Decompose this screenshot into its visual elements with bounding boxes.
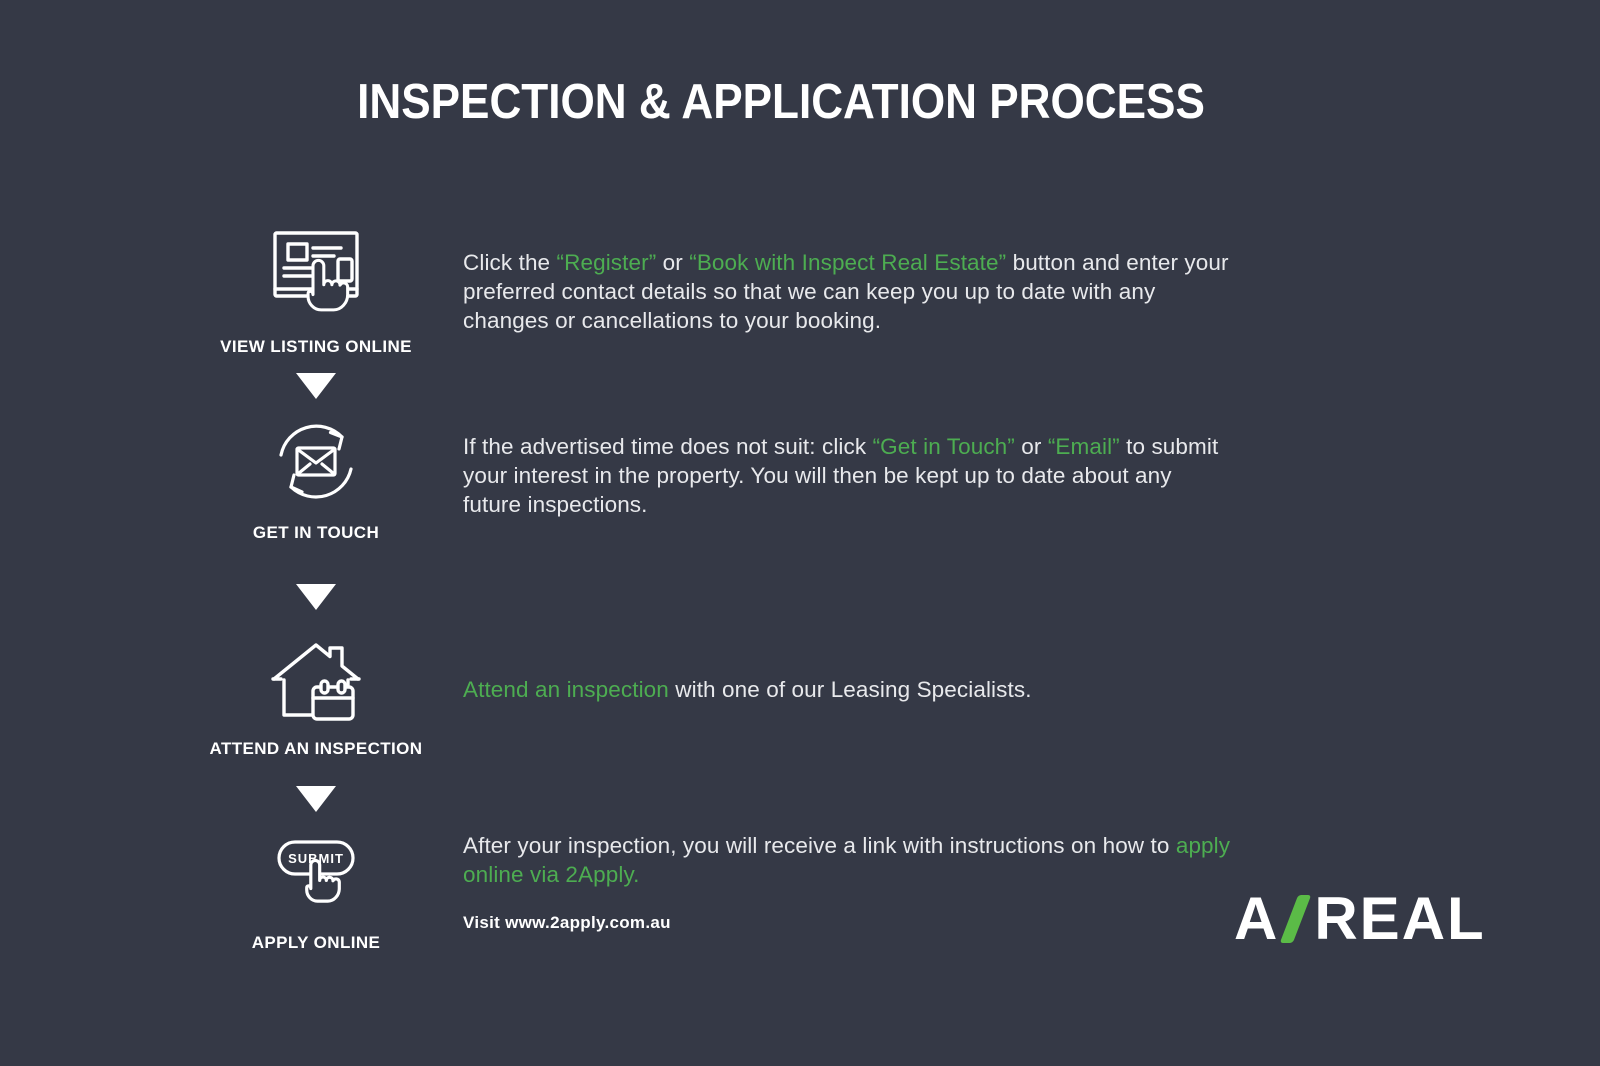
paragraph-view-listing bbox=[463, 248, 1233, 335]
logo-letter-a: A bbox=[1234, 885, 1280, 952]
step-label-view-listing-online: VIEW LISTING ONLINE bbox=[220, 337, 412, 356]
listing-click-icon bbox=[271, 228, 361, 316]
text-segment: If the advertised time does not suit: click bbox=[463, 434, 873, 459]
logo-slash-icon bbox=[1280, 895, 1311, 943]
step-label-attend-an-inspection: ATTEND AN INSPECTION bbox=[209, 739, 423, 758]
step-label-get-in-touch: GET IN TOUCH bbox=[252, 523, 380, 542]
text-segment: button and enter your preferred contact details so that we can keep you up to date with any changes or cancellations to your booking. bbox=[463, 250, 1229, 333]
step-label-apply-online: APPLY ONLINE bbox=[251, 933, 381, 952]
text-segment-highlight: Attend an inspection bbox=[463, 677, 669, 702]
text-segment: or bbox=[656, 250, 690, 275]
areal-logo bbox=[1234, 884, 1486, 953]
text-segment-highlight: “Email” bbox=[1047, 434, 1120, 459]
submit-button-label: SUBMIT bbox=[288, 851, 344, 866]
submit-button-icon bbox=[274, 828, 358, 916]
text-segment: to submit your interest in the property. You will then be kept up to date about any future inspections. bbox=[463, 434, 1219, 517]
text-segment-highlight: “Book with Inspect Real Estate” bbox=[689, 250, 1007, 275]
paragraph-get-in-touch bbox=[463, 432, 1233, 519]
text-segment: After your inspection, you will receive a link with instructions on how to bbox=[463, 833, 1176, 858]
footnote-2apply-url: Visit www.2apply.com.au bbox=[463, 913, 671, 932]
text-segment-highlight: “Get in Touch” bbox=[872, 434, 1015, 459]
text-segment-highlight: apply online via 2Apply. bbox=[463, 833, 1231, 887]
text-segment: or bbox=[1014, 434, 1048, 459]
paragraph-apply-online bbox=[463, 831, 1233, 889]
down-triangle-icon bbox=[296, 373, 336, 399]
text-segment: Click the bbox=[463, 250, 557, 275]
text-segment-highlight: “Register” bbox=[556, 250, 657, 275]
paragraph-attend-inspection bbox=[463, 675, 1233, 704]
page-title: INSPECTION & APPLICATION PROCESS bbox=[357, 75, 1205, 129]
down-triangle-icon bbox=[296, 584, 336, 610]
down-triangle-icon bbox=[296, 786, 336, 812]
house-calendar-icon bbox=[268, 634, 364, 728]
text-segment: with one of our Leasing Specialists. bbox=[668, 677, 1032, 702]
logo-text-real: REAL bbox=[1314, 885, 1486, 952]
email-refresh-icon bbox=[271, 416, 361, 508]
